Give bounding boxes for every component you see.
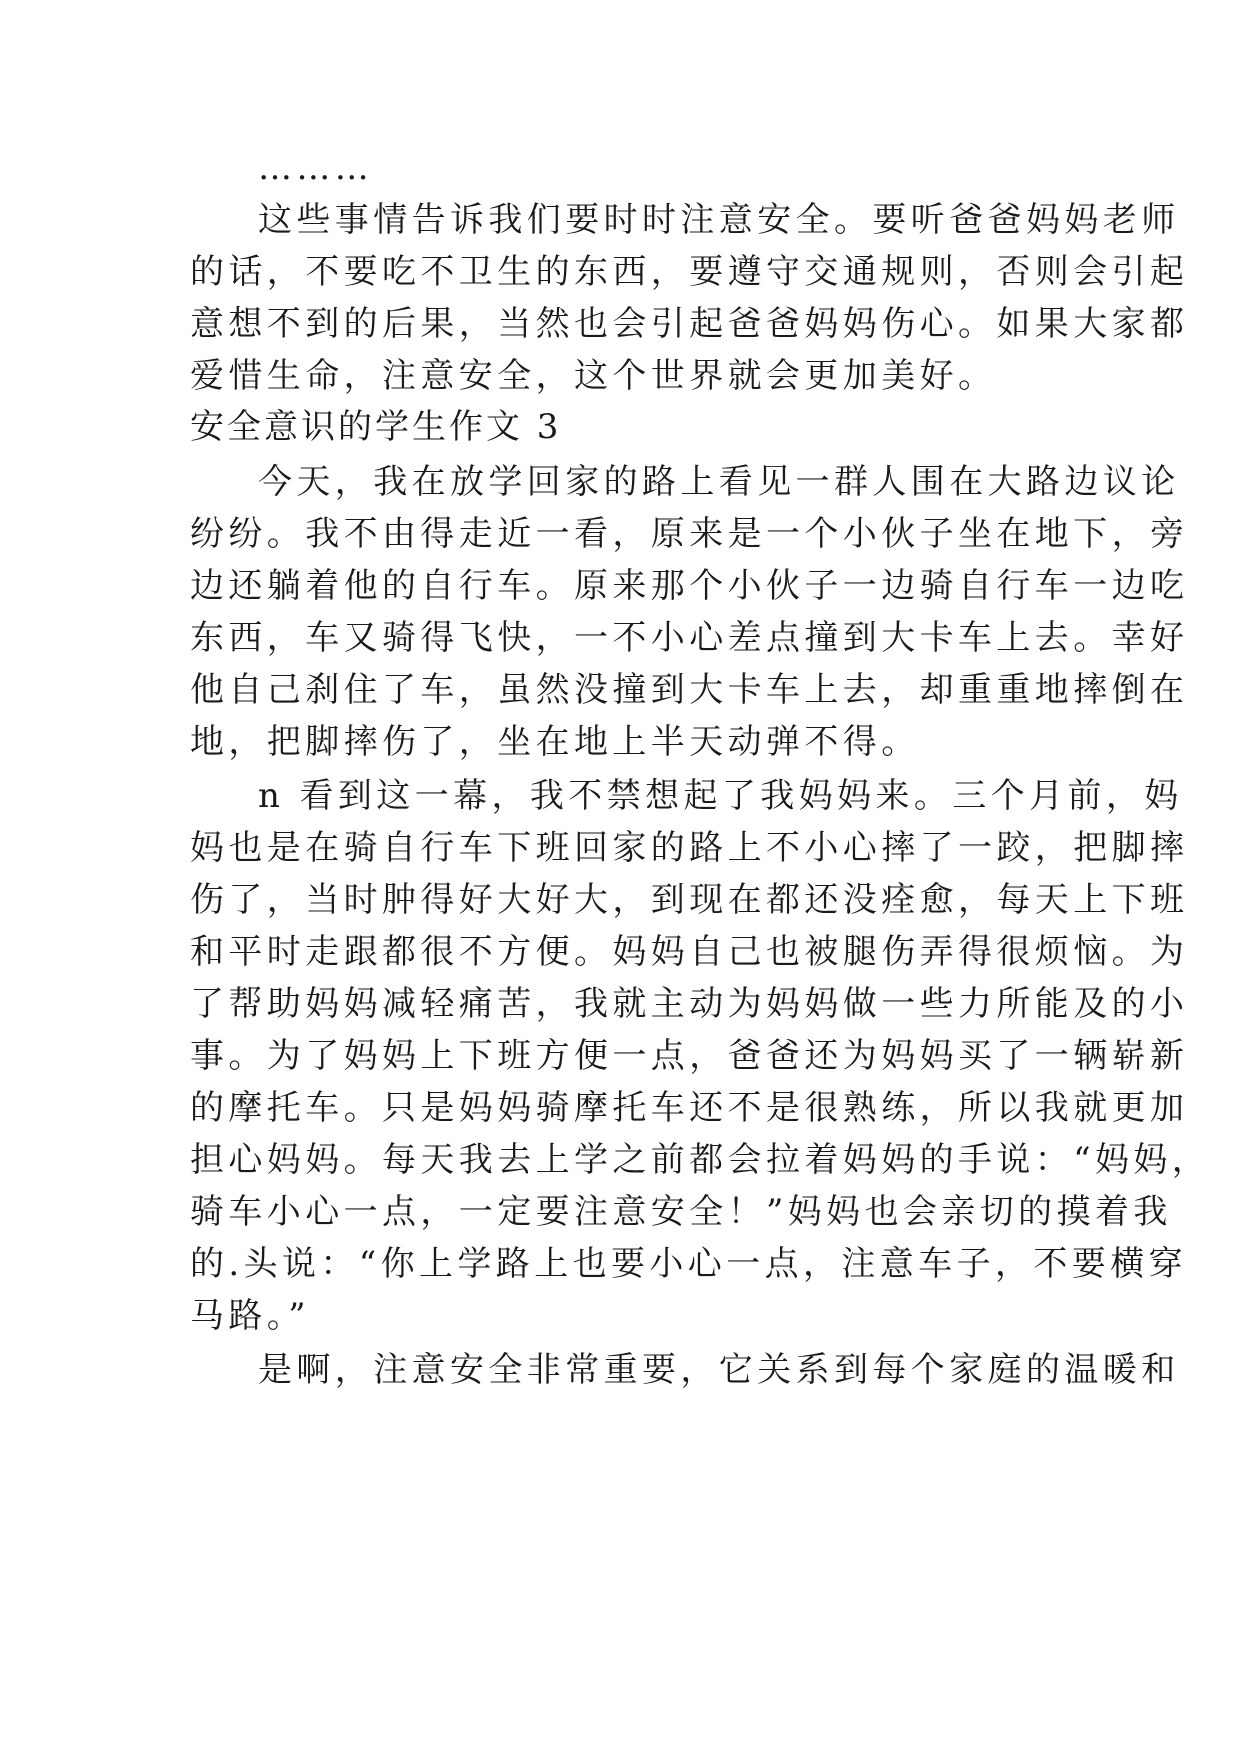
text-line: 伤了，当时肿得好大好大，到现在都还没痊愈，每天上下班: [190, 880, 1189, 920]
text-line: 今天，我在放学回家的路上看见一群人围在大路边议论: [258, 462, 1180, 502]
text-line: 意想不到的后果，当然也会引起爸爸妈妈伤心。如果大家都: [190, 304, 1189, 344]
ellipsis-line: ………: [258, 148, 374, 188]
text-line: 事。为了妈妈上下班方便一点，爸爸还为妈妈买了一辆崭新: [190, 1036, 1189, 1076]
text-line: 的摩托车。只是妈妈骑摩托车还不是很熟练，所以我就更加: [190, 1088, 1189, 1128]
text-line: 的.头说：“你上学路上也要小心一点，注意车子，不要横穿: [190, 1244, 1187, 1284]
text-line: 了帮助妈妈减轻痛苦，我就主动为妈妈做一些力所能及的小: [190, 984, 1189, 1024]
text-line: 骑车小心一点，一定要注意安全！”妈妈也会亲切的摸着我: [190, 1192, 1172, 1232]
text-line: 妈也是在骑自行车下班回家的路上不小心摔了一跤，把脚摔: [190, 828, 1189, 868]
text-line: 他自己刹住了车，虽然没撞到大卡车上去，却重重地摔倒在: [190, 670, 1189, 710]
text-line: 地，把脚摔伤了，坐在地上半天动弹不得。: [190, 722, 920, 762]
text-line: 东西，车又骑得飞快，一不小心差点撞到大卡车上去。幸好: [190, 618, 1189, 658]
text-line: n 看到这一幕，我不禁想起了我妈妈来。三个月前，妈: [258, 776, 1183, 816]
text-line: 担心妈妈。每天我去上学之前都会拉着妈妈的手说：“妈妈，: [190, 1140, 1211, 1180]
text-line: 和平时走跟都很不方便。妈妈自己也被腿伤弄得很烦恼。为: [190, 932, 1189, 972]
text-line: 这些事情告诉我们要时时注意安全。要听爸爸妈妈老师: [258, 200, 1180, 240]
text-line: 边还躺着他的自行车。原来那个小伙子一边骑自行车一边吃: [190, 566, 1189, 606]
text-line: 纷纷。我不由得走近一看，原来是一个小伙子坐在地下，旁: [190, 514, 1189, 554]
text-line: 马路。”: [190, 1296, 310, 1336]
section-heading: 安全意识的学生作文 3: [190, 407, 562, 447]
text-line: 爱惜生命，注意安全，这个世界就会更加美好。: [190, 356, 997, 396]
text-line: 的话，不要吃不卫生的东西，要遵守交通规则，否则会引起: [190, 252, 1189, 292]
text-line: 是啊，注意安全非常重要，它关系到每个家庭的温暖和: [258, 1350, 1180, 1390]
